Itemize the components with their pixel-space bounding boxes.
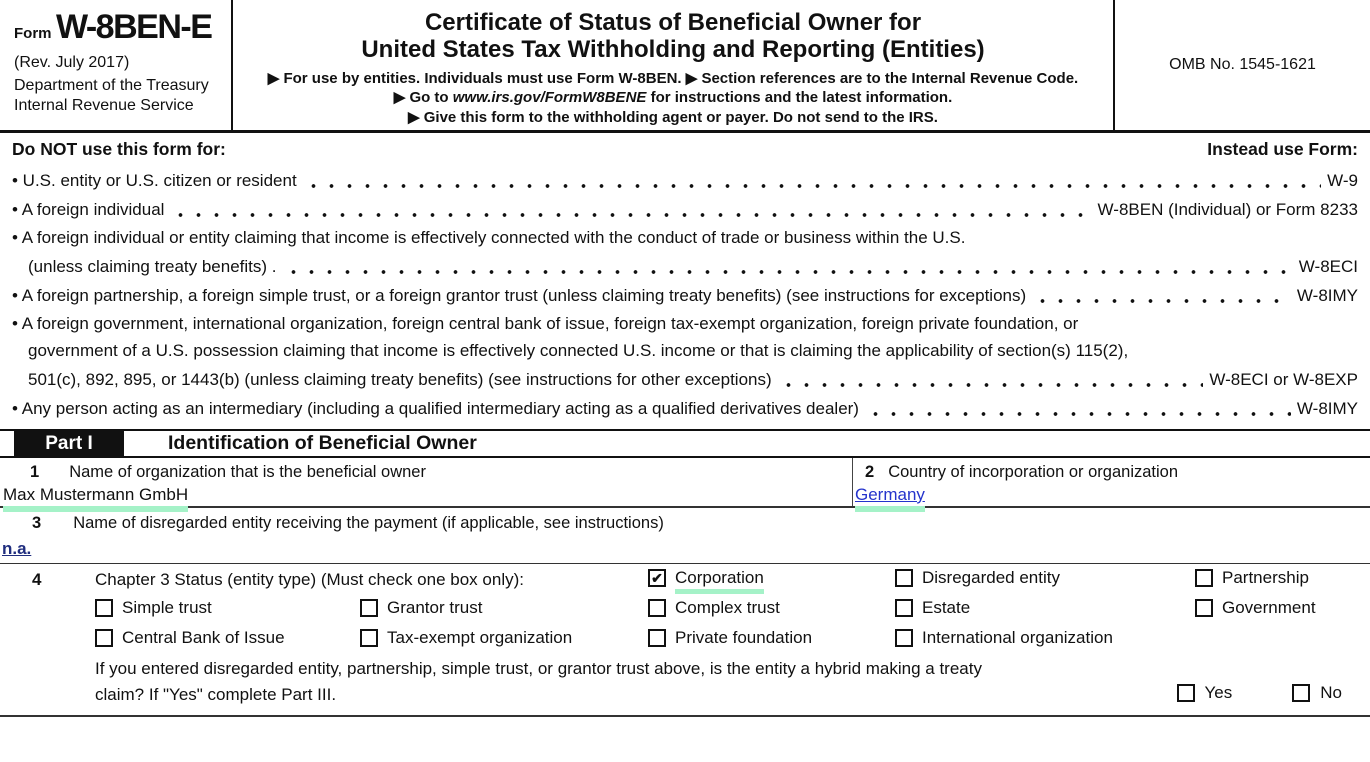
form-title-line1: Certificate of Status of Beneficial Owner for: [424, 9, 922, 36]
prohibited-use-text: • A foreign individual: [12, 200, 165, 220]
hybrid-question-line2: claim? If "Yes" complete Part III.: [95, 685, 337, 705]
field-3-label: Name of disregarded entity receiving the payment (if applicable, see instructions): [73, 513, 664, 532]
field-1-number: 1: [30, 462, 40, 481]
checkbox-label: Corporation: [675, 567, 764, 587]
checkbox-label: Tax-exempt organization: [387, 627, 573, 647]
checkbox-no[interactable]: [1292, 684, 1310, 702]
checkbox-central-bank-of-issue[interactable]: [95, 629, 113, 647]
dot-leader: [178, 212, 1091, 218]
checkbox-option-partnership: [1195, 568, 1309, 588]
disregarded-entity-input[interactable]: n.a.: [2, 538, 32, 558]
checkbox-option-simple-trust: [95, 598, 212, 618]
checkbox-disregarded-entity[interactable]: [895, 569, 913, 587]
checkbox-label: Grantor trust: [387, 597, 483, 617]
irs-url-text: www.irs.gov/FormW8BENE: [452, 89, 647, 107]
checkbox-yes[interactable]: [1177, 684, 1195, 702]
form-number: W-8BEN-E: [55, 8, 212, 46]
list-item: [12, 195, 1358, 224]
checkbox-label: Central Bank of Issue: [122, 627, 285, 647]
header-instruction-1: ▶ For use by entities. Individuals must use Form W-8BEN. ▶ Section references are to the Internal Revenue Code.: [267, 69, 1079, 87]
checkbox-label: Disregarded entity: [922, 567, 1060, 587]
checkbox-label: Simple trust: [122, 597, 212, 617]
field-2-label: Country of incorporation or organization: [888, 462, 1179, 481]
checkbox-corporation[interactable]: [648, 569, 666, 587]
checkbox-label: Complex trust: [675, 597, 780, 617]
prohibited-use-text: • Any person acting as an intermediary (including a qualified intermediary acting as a qualified derivatives dealer): [12, 398, 859, 418]
instead-use-form-heading: Instead use Form:: [1207, 139, 1358, 159]
checkbox-label: Private foundation: [675, 627, 813, 647]
dot-leader: [786, 382, 1204, 388]
header-instruction-2: [233, 88, 1113, 108]
hybrid-question-line1: If you entered disregarded entity, partnership, simple trust, or grantor trust above, is the entity a hybrid making a treaty: [95, 658, 982, 678]
prohibited-uses-list: [0, 162, 1370, 423]
prohibited-use-text: • U.S. entity or U.S. citizen or resident: [12, 171, 297, 190]
prohibited-use-text: • A foreign individual or entity claiming that income is effectively connected with the conduct of trade or business within the U.S.: [12, 228, 966, 248]
checkbox-option-central-bank: [95, 628, 285, 648]
fields-row-1-2: [0, 458, 1370, 508]
instruction-2-pre: ▶ Go to: [393, 89, 453, 107]
part1-badge: Part I: [14, 431, 124, 456]
part1-header: [0, 429, 1370, 458]
instead-form-name: W-8IMY: [1296, 398, 1358, 418]
dot-leader: [1040, 298, 1291, 304]
checkbox-option-tax-exempt: [360, 628, 572, 648]
checkbox-option-government: [1195, 598, 1316, 618]
checkbox-option-corporation: [648, 568, 764, 589]
form-word: Form: [14, 25, 52, 42]
field-4-number: 4: [32, 569, 42, 589]
form-title-block: [233, 0, 1115, 130]
checkbox-international-organization[interactable]: [895, 629, 913, 647]
form-revision: (Rev. July 2017): [14, 54, 130, 71]
checkbox-option-complex-trust: [648, 598, 780, 618]
list-item: [12, 281, 1358, 310]
hybrid-question: [0, 654, 1370, 717]
checkbox-option-disregarded-entity: [895, 568, 1060, 588]
dot-leader: [291, 269, 1293, 275]
prohibited-use-text: • A foreign partnership, a foreign simple trust, or a foreign grantor trust (unless claiming treaty benefits) (see instructions for exceptions): [12, 285, 1027, 305]
checkbox-tax-exempt-organization[interactable]: [360, 629, 378, 647]
org-name-input[interactable]: Max Mustermann GmbH: [3, 484, 189, 504]
list-item: [12, 394, 1358, 423]
instruction-2-post: for instructions and the latest information.: [646, 89, 953, 107]
field-3: [0, 508, 1370, 564]
instead-form-name: W-8BEN (Individual) or Form 8233: [1097, 200, 1358, 220]
checkbox-partnership[interactable]: [1195, 569, 1213, 587]
checkbox-option-grantor-trust: [360, 598, 482, 618]
part1-title: Identification of Beneficial Owner: [168, 431, 477, 454]
no-label: No: [1320, 683, 1342, 703]
prohibited-use-text: • A foreign government, international organization, foreign central bank of issue, foreign tax-exempt organization, foreign private foundation, or: [12, 314, 1079, 334]
checkbox-label: Estate: [922, 597, 971, 617]
field-1-label: Name of organization that is the beneficial owner: [69, 462, 426, 481]
form-title-line2: United States Tax Withholding and Reporting (Entities): [361, 35, 985, 63]
instead-form-name: W-8ECI: [1298, 256, 1358, 276]
omb-number: OMB No. 1545-1621: [1169, 56, 1316, 73]
form-id-block: [0, 0, 233, 130]
header-instruction-3: ▶ Give this form to the withholding agent or payer. Do not send to the IRS.: [408, 108, 938, 126]
field-4: [0, 564, 1370, 654]
field-4-label: Chapter 3 Status (entity type) (Must check one box only):: [95, 569, 524, 589]
agency-line2: Internal Revenue Service: [14, 97, 194, 114]
checkbox-label: Partnership: [1222, 567, 1309, 587]
checkbox-estate[interactable]: [895, 599, 913, 617]
dot-leader: [311, 183, 1321, 189]
instead-form-name: W-9: [1327, 171, 1358, 190]
checkbox-option-private-foundation: [648, 628, 812, 648]
prohibited-use-text: (unless claiming treaty benefits) .: [28, 256, 277, 276]
checkbox-option-international-org: [895, 628, 1113, 648]
checkbox-grantor-trust[interactable]: [360, 599, 378, 617]
prohibited-use-text: 501(c), 892, 895, or 1443(b) (unless claiming treaty benefits) (see instructions for other exceptions): [28, 369, 772, 389]
prohibited-use-text: government of a U.S. possession claiming that income is effectively connected U.S. income or that is claiming the applicability of section(s) 115(2),: [28, 341, 1129, 361]
field-3-number: 3: [32, 513, 42, 532]
checkbox-complex-trust[interactable]: [648, 599, 666, 617]
yes-label: Yes: [1204, 683, 1233, 703]
agency-line1: Department of the Treasury: [14, 77, 209, 94]
list-item: [12, 166, 1358, 195]
field-2: [852, 458, 1370, 506]
checkbox-option-estate: [895, 598, 970, 618]
checkbox-simple-trust[interactable]: [95, 599, 113, 617]
form-header: [0, 0, 1370, 133]
checkbox-government[interactable]: [1195, 599, 1213, 617]
field-1: [0, 458, 852, 506]
check-icon: ✔: [651, 569, 663, 586]
instead-form-name: W-8IMY: [1296, 285, 1358, 305]
checkbox-label: International organization: [922, 627, 1113, 647]
country-input[interactable]: Germany: [855, 484, 925, 504]
list-item: [12, 310, 1358, 394]
instead-form-name: W-8ECI or W-8EXP: [1209, 369, 1358, 389]
list-item: [12, 224, 1358, 280]
checkbox-label: Government: [1222, 597, 1316, 617]
field-2-number: 2: [865, 462, 875, 481]
dot-leader: [873, 411, 1291, 417]
checkbox-private-foundation[interactable]: [648, 629, 666, 647]
donot-heading: Do NOT use this form for:: [12, 139, 226, 159]
